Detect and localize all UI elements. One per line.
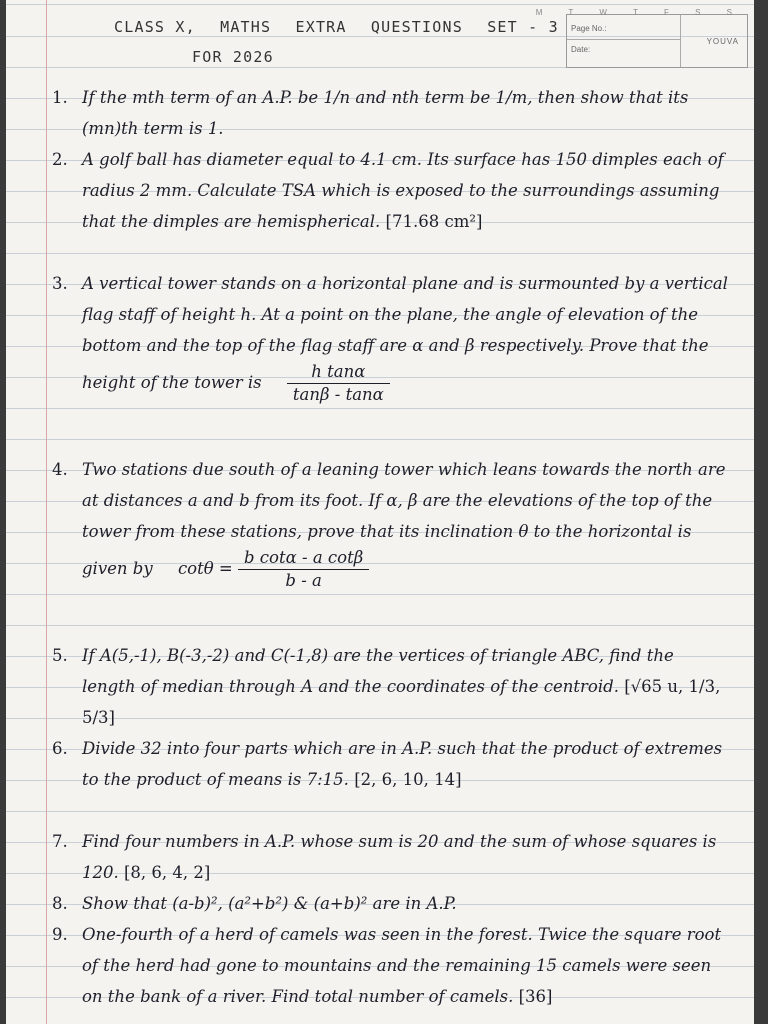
- notebook-page: [6, 0, 754, 1024]
- header-title: [114, 18, 573, 36]
- question-text: A vertical tower stands on a horizontal plane and is surmounted by a vertical flag staff of height h. At a point on the plane, the angle of elevation of the bottom and the top of the flag staff are α and β respectively. Prove that the height of the tower is: [82, 274, 728, 392]
- divider: [567, 39, 681, 40]
- question-number: 8.: [52, 894, 68, 913]
- question-item: [6, 919, 754, 1012]
- question-item: [6, 733, 754, 826]
- header-word: SET - 3: [487, 18, 559, 36]
- header-word: CLASS X,: [114, 18, 196, 36]
- question-text: One-fourth of a herd of camels was seen in the forest. Twice the square root of the herd had gone to mountains and the remaining 15 camels were seen on the bank of a river. Find total number of camels.: [82, 925, 722, 1006]
- question-item: [6, 640, 754, 733]
- question-text: Find four numbers in A.P. whose sum is 20 and the sum of whose squares is 120.: [82, 832, 717, 882]
- header-word: EXTRA: [295, 18, 347, 36]
- question-number: 7.: [52, 832, 68, 851]
- formula-lhs: cotθ =: [177, 559, 233, 578]
- question-number: 6.: [52, 739, 68, 758]
- header-subtitle: FOR 2026: [192, 48, 274, 66]
- formula: [287, 361, 390, 406]
- question-number: 1.: [52, 88, 68, 107]
- question-item: [6, 144, 754, 268]
- fraction-numerator: b cotα - a cotβ: [238, 547, 369, 570]
- answer-text: [√65 u, 1/3, 5/3]: [82, 677, 721, 727]
- question-number: 5.: [52, 646, 68, 665]
- page-info-box: [566, 14, 748, 68]
- answer-text: [8, 6, 4, 2]: [124, 863, 211, 882]
- question-item: [6, 888, 754, 919]
- question-text: If A(5,-1), B(-3,-2) and C(-1,8) are the vertices of triangle ABC, find the length of median through A and the coordinates of the centroid.: [82, 646, 674, 696]
- question-text: A golf ball has diameter equal to 4.1 cm. Its surface has 150 dimples each of radius 2 mm. Calculate TSA which is exposed to the surroundings assuming that the dimples are hemispherical.: [82, 150, 724, 231]
- question-text: Two stations due south of a leaning tower which leans towards the north are at distances a and b from its foot. If α, β are the elevations of the top of the tower from these stations, prove that its inclination θ to the horizontal is given by: [82, 460, 726, 578]
- fraction-numerator: h tanα: [287, 361, 390, 384]
- fraction-denominator: b - a: [285, 571, 322, 590]
- formula: [178, 547, 369, 592]
- header-word: QUESTIONS: [370, 18, 463, 36]
- question-number: 4.: [52, 460, 68, 479]
- question-number: 2.: [52, 150, 68, 169]
- questions-list: [6, 82, 754, 1012]
- question-item: [6, 82, 754, 144]
- page-no-label: Page No.:: [571, 24, 607, 33]
- page-header: [114, 18, 573, 66]
- date-label: Date:: [571, 45, 591, 54]
- fraction-denominator: tanβ - tanα: [292, 385, 384, 404]
- divider: [680, 15, 681, 67]
- question-text: Divide 32 into four parts which are in A.P. such that the product of extremes to the product of means is 7:15.: [82, 739, 723, 789]
- question-item: [6, 826, 754, 888]
- answer-text: [36]: [518, 987, 553, 1006]
- answer-text: [71.68 cm²]: [385, 212, 483, 231]
- question-text: Show that (a-b)², (a²+b²) & (a+b)² are in A.P.: [82, 894, 457, 913]
- question-number: 3.: [52, 274, 68, 293]
- answer-text: [2, 6, 10, 14]: [354, 770, 462, 789]
- brand-logo: YOUVA: [706, 37, 739, 46]
- fraction: [287, 361, 390, 406]
- weekday-strip: M T W T F S S: [535, 8, 744, 17]
- question-number: 9.: [52, 925, 68, 944]
- question-text: If the mth term of an A.P. be 1/n and nth term be 1/m, then show that its (mn)th term is 1.: [82, 88, 689, 138]
- header-word: MATHS: [220, 18, 272, 36]
- fraction: [238, 547, 369, 592]
- question-item: [6, 454, 754, 640]
- question-item: [6, 268, 754, 454]
